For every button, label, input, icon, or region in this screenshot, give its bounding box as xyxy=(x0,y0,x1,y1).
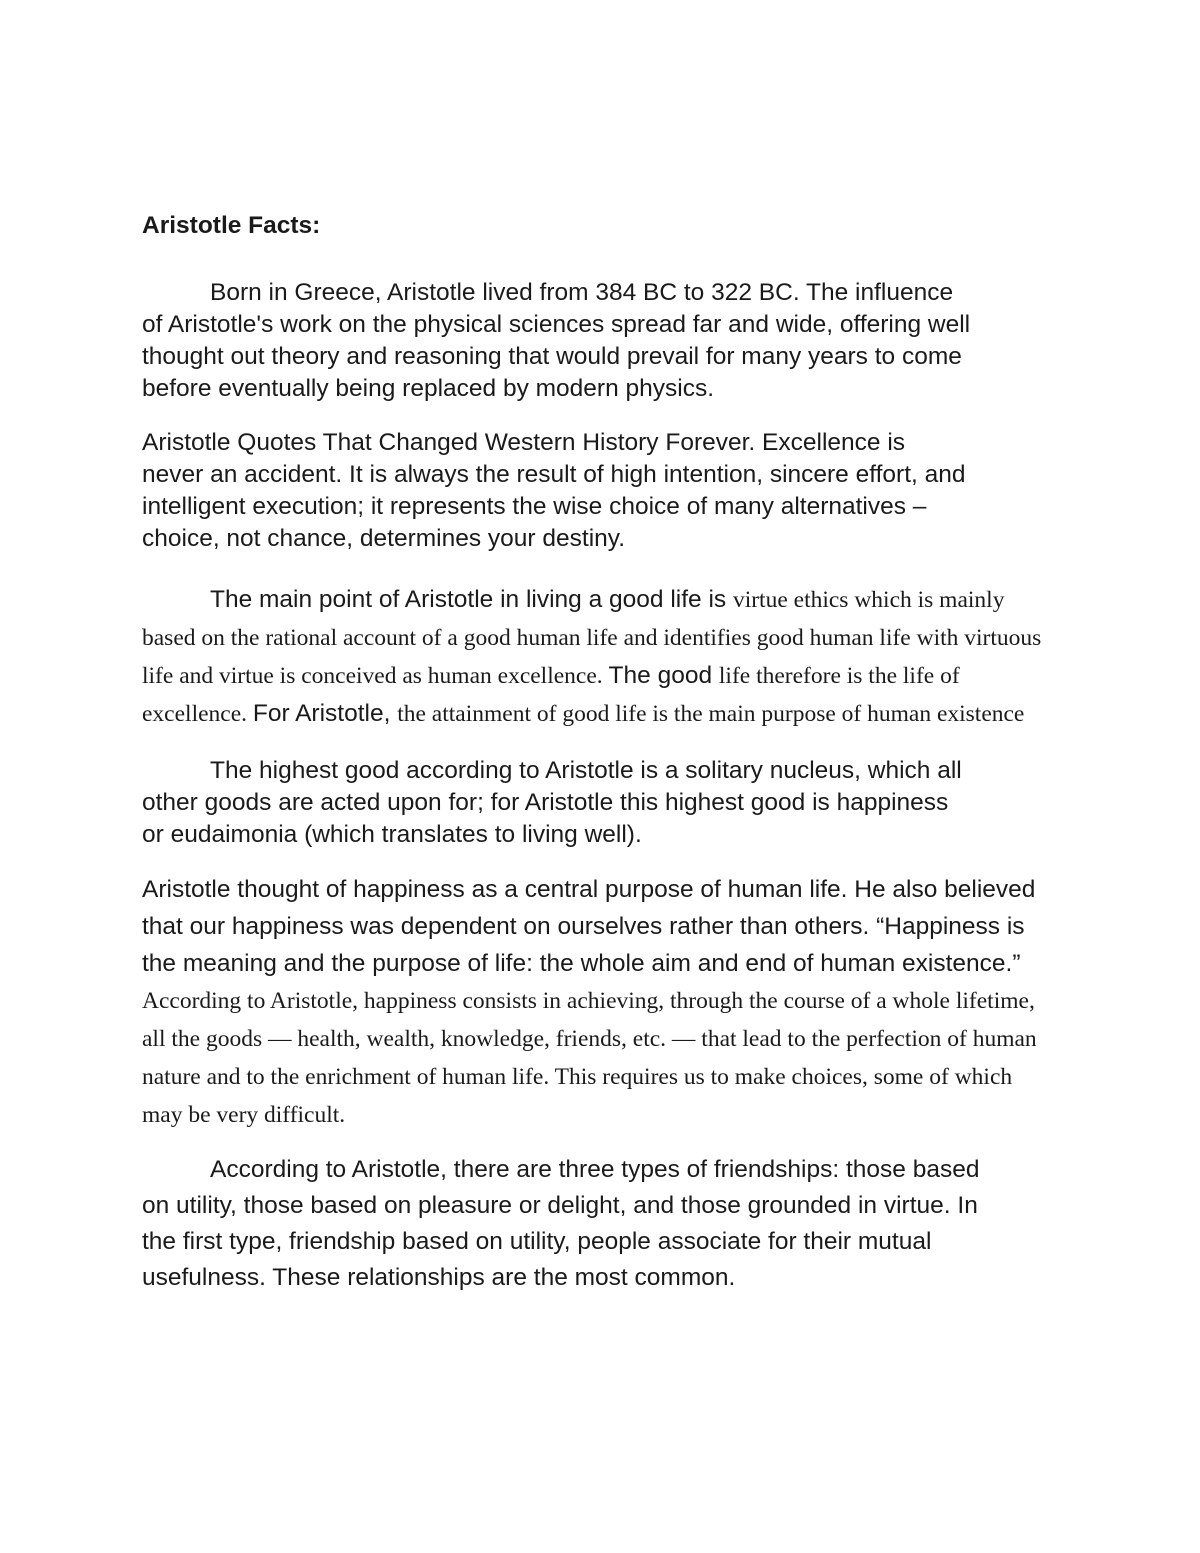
text-line: usefulness. These relationships are the most common. xyxy=(142,1264,736,1291)
paragraph-birth xyxy=(142,277,1054,405)
text-segment: The good xyxy=(608,662,719,689)
text-line: never an accident. It is always the result of high intention, sincere effort, and xyxy=(142,461,966,488)
paragraph-happiness xyxy=(142,871,1054,1134)
text-line: before eventually being replaced by modern physics. xyxy=(142,375,715,402)
paragraph-highest-good xyxy=(142,755,1054,851)
text-segment: virtue ethics which is mainly based on the rational account of a good human life and identifies good human life with virtuous life and virtue is conceived as human excellence. xyxy=(142,587,1042,689)
text-line: or eudaimonia (which translates to living well). xyxy=(142,821,642,848)
text-segment: The main point of Aristotle in living a good life is xyxy=(210,586,733,613)
paragraph-quotes xyxy=(142,427,1054,555)
text-line: the first type, friendship based on utility, people associate for their mutual xyxy=(142,1228,932,1255)
paragraph-friendships xyxy=(142,1152,1054,1296)
text-line: According to Aristotle, there are three types of friendships: those based xyxy=(210,1156,980,1183)
text-line: of Aristotle's work on the physical sciences spread far and wide, offering well xyxy=(142,311,971,338)
text-line: Born in Greece, Aristotle lived from 384 BC to 322 BC. The influence xyxy=(210,279,954,306)
text-line: choice, not chance, determines your destiny. xyxy=(142,525,626,552)
paragraph-virtue-ethics xyxy=(142,581,1054,733)
text-line: The highest good according to Aristotle is a solitary nucleus, which all xyxy=(210,757,962,784)
text-segment: Aristotle thought of happiness as a central purpose of human life. He also believed that our happiness was dependent on ourselves rather than others. “Happiness is the meaning and the purpose of life: the whole aim and end of human existence.” xyxy=(142,876,1036,977)
text-line: on utility, those based on pleasure or delight, and those grounded in virtue. In xyxy=(142,1192,978,1219)
text-segment: According to Aristotle, xyxy=(142,988,364,1014)
text-line: intelligent execution; it represents the wise choice of many alternatives – xyxy=(142,493,927,520)
text-segment: For Aristotle, xyxy=(252,700,398,727)
text-line: thought out theory and reasoning that would prevail for many years to come xyxy=(142,343,962,370)
text-segment: the attainment of good life is the main purpose of human existence xyxy=(397,701,1025,727)
document-title: Aristotle Facts: xyxy=(142,212,321,239)
document-body xyxy=(142,208,1054,1318)
text-line: Aristotle Quotes That Changed Western History Forever. Excellence is xyxy=(142,429,906,456)
text-segment: happiness consists in achieving, through the course of a whole lifetime, all the goods — health, wealth, knowledge, friends, etc. — that lead to the perfection of human nature and to the enrichment of human life. This requires us to make choices, some of which may be very difficult. xyxy=(142,988,1037,1128)
text-line: other goods are acted upon for; for Aristotle this highest good is happiness xyxy=(142,789,949,816)
text-segment: life therefore is the life of excellence. xyxy=(142,663,960,727)
